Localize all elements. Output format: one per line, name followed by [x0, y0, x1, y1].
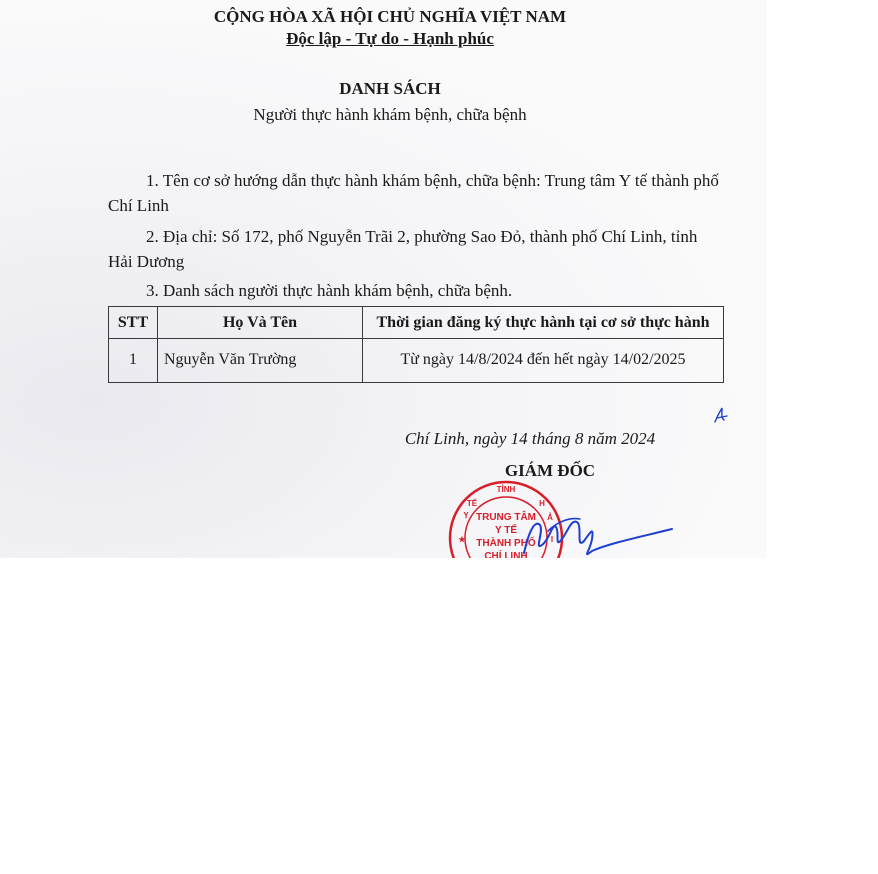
svg-text:TẾ: TẾ	[466, 499, 478, 508]
table-header-row	[109, 307, 724, 339]
item-facility-name: 1. Tên cơ sở hướng dẫn thực hành khám bệnh, chữa bệnh: Trung tâm Y tế thành phố Chí Linh	[108, 171, 719, 215]
svg-text:Ả: Ả	[547, 513, 553, 522]
cell-registration-period: Từ ngày 14/8/2024 đến hết ngày 14/02/2025	[363, 339, 724, 383]
table-row	[109, 339, 724, 383]
svg-text:TỈNH: TỈNH	[496, 485, 516, 494]
national-motto	[120, 28, 660, 49]
seal-line-1: TRUNG TÂM	[476, 512, 536, 523]
seal-line-4: CHÍ LINH	[484, 551, 528, 562]
item-address: 2. Địa chỉ: Số 172, phố Nguyễn Trãi 2, phường Sao Đỏ, thành phố Chí Linh, tỉnh Hải Dương	[108, 227, 698, 271]
seal-line-2: Y TẾ	[494, 525, 518, 536]
svg-text:H: H	[539, 499, 545, 508]
header-registration-period: Thời gian đăng ký thực hành tại cơ sở thực hành	[363, 307, 724, 339]
cell-stt: 1	[109, 339, 158, 383]
svg-text:I: I	[550, 535, 554, 544]
item-list-heading: 3. Danh sách người thực hành khám bệnh, chữa bệnh.	[146, 281, 513, 300]
header-stt: STT	[109, 307, 158, 339]
svg-text:Y: Y	[463, 511, 469, 520]
practitioner-table	[108, 306, 724, 383]
initial-mark-icon	[712, 404, 732, 426]
director-title: GIÁM ĐỐC	[504, 461, 596, 480]
motto-text: Độc lập - Tự do - Hạnh phúc	[286, 29, 494, 48]
svg-text:★: ★	[458, 535, 466, 544]
place-date: Chí Linh, ngày 14 tháng 8 năm 2024	[404, 429, 656, 448]
header-full-name: Họ Và Tên	[158, 307, 363, 339]
signature-icon	[520, 505, 680, 558]
document-title: DANH SÁCH	[339, 79, 441, 98]
cell-full-name: Nguyễn Văn Trường	[158, 339, 363, 383]
national-title: CỘNG HÒA XÃ HỘI CHỦ NGHĨA VIỆT NAM	[213, 7, 567, 26]
document-subtitle: Người thực hành khám bệnh, chữa bệnh	[253, 105, 527, 124]
seal-line-3: THÀNH PHỐ	[476, 538, 536, 549]
